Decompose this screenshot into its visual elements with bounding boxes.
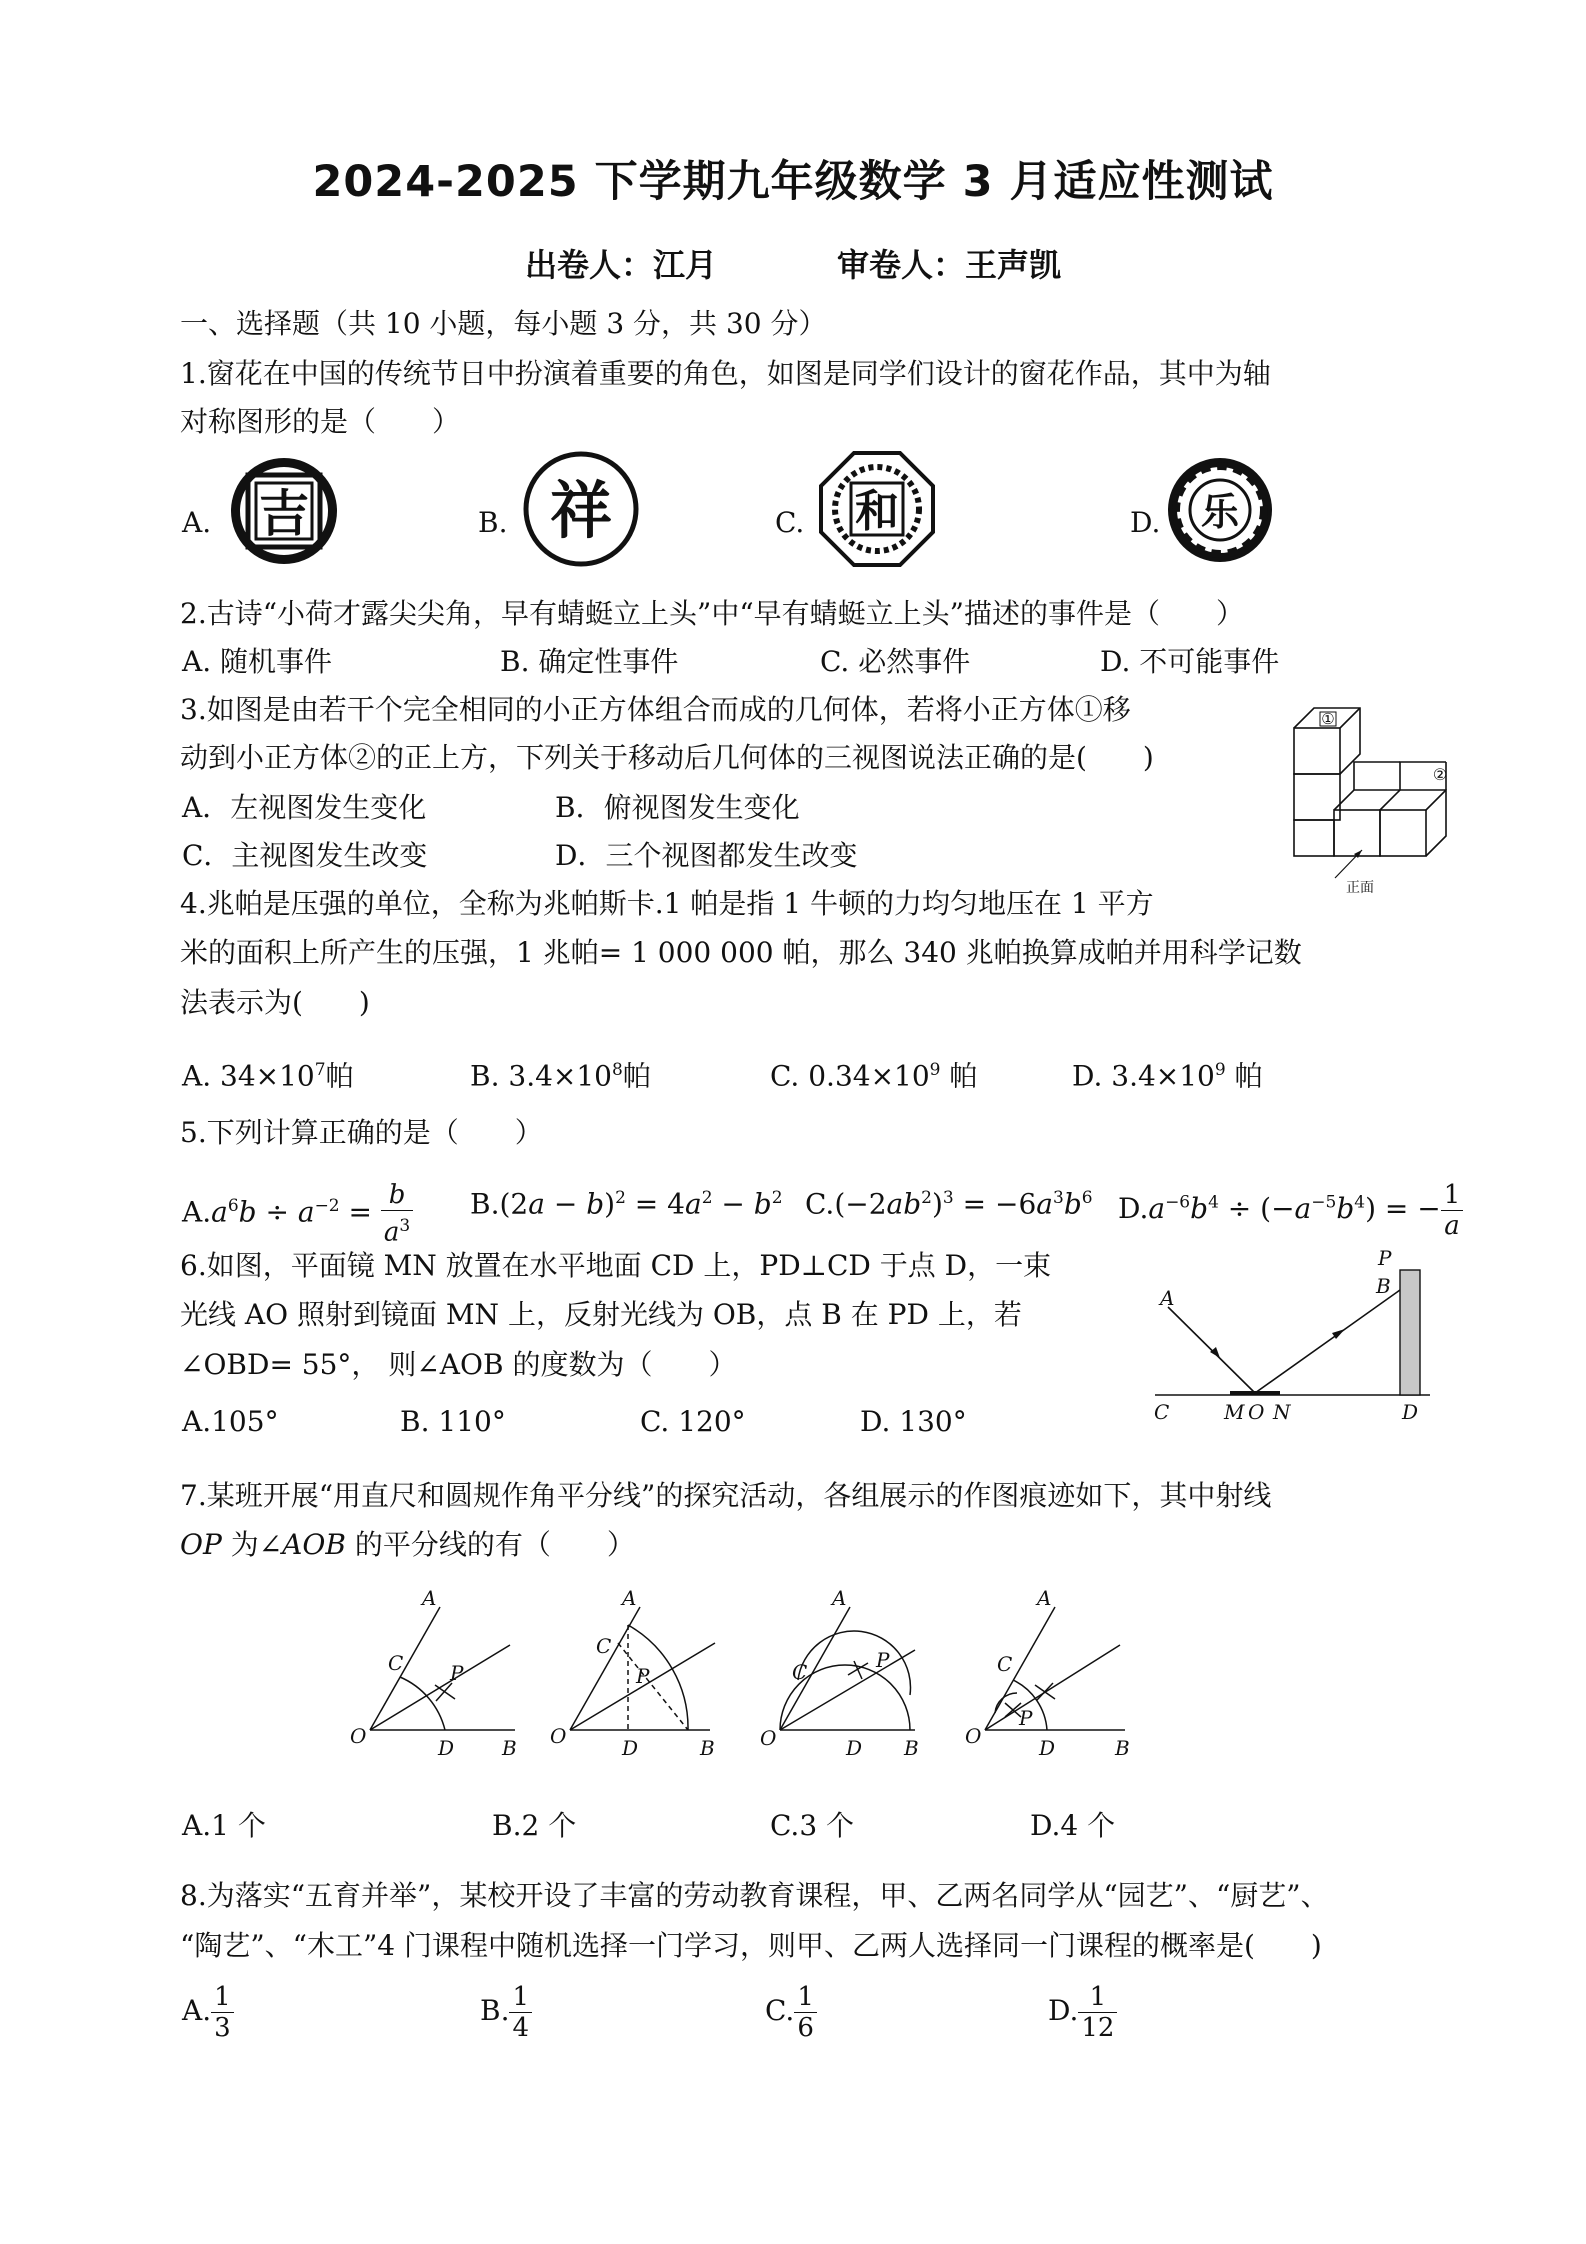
q7-figure-3 — [750, 1585, 940, 1765]
q1-paper-cut-he-icon — [818, 450, 936, 568]
q3-cube-figure — [1290, 700, 1480, 900]
q1-char-xiang: 祥 — [549, 474, 613, 547]
q7-f4-label-d: D — [1039, 1736, 1056, 1760]
q1-char-he: 和 — [855, 486, 899, 537]
q6-label-p: P — [1378, 1246, 1392, 1270]
q3-option-c: C．主视图发生改变 — [182, 839, 428, 872]
q1-option-b-label: B. — [478, 506, 508, 539]
q4-option-a: A. $34\times 10^7$帕 — [182, 1059, 354, 1093]
q8-option-b: B. $\frac{1}{4}$ — [480, 1982, 532, 2043]
q8-stem-line2: “陶艺”、“木工”4 门课程中随机选择一门学习，则甲、乙两人选择同一门课程的概率是( ) — [180, 1929, 1322, 1962]
q7-f3-label-a: A — [832, 1586, 847, 1610]
q1-char-ji: 吉 — [259, 484, 309, 543]
q8-option-d: D. $\frac{1}{12}$ — [1048, 1982, 1117, 2043]
q1-option-d-label: D. — [1130, 506, 1161, 539]
q6-option-c: C. 120° — [640, 1405, 746, 1438]
q7-f4-label-b: B — [1115, 1736, 1130, 1760]
q1-paper-cut-xiang-icon — [522, 450, 640, 568]
q7-f4-label-p: P — [1019, 1706, 1033, 1730]
author: 出卷人：江月 — [524, 246, 717, 284]
q7-f1-label-b: B — [502, 1736, 517, 1760]
q2-option-c: C. 必然事件 — [820, 645, 971, 678]
q7-figure-1 — [340, 1585, 530, 1765]
q7-f2-label-c: C — [596, 1634, 612, 1658]
q5-stem: 5.下列计算正确的是（ ） — [180, 1116, 543, 1149]
q1-stem-line2: 对称图形的是（ ） — [180, 405, 461, 438]
q3-option-b: B．俯视图发生变化 — [555, 791, 800, 824]
q7-figure-4 — [955, 1585, 1145, 1765]
q3-cube-label-1: ① — [1321, 710, 1335, 728]
q6-option-d: D. 130° — [860, 1405, 967, 1438]
q7-f2-label-o: O — [550, 1724, 567, 1748]
q7-f1-label-d: D — [438, 1736, 455, 1760]
q7-figure-2 — [540, 1585, 730, 1765]
q7-option-a: A.1 个 — [182, 1809, 266, 1842]
q4-option-b: B. $3.4\times 10^8$帕 — [470, 1059, 651, 1093]
q2-option-a: A. 随机事件 — [182, 645, 333, 678]
q5-option-a: $A.a^6b \div a^{-2}$ = $\frac{b}{a^3}$ — [182, 1180, 413, 1248]
q6-label-b: B — [1376, 1274, 1391, 1298]
q6-label-o: O — [1248, 1400, 1265, 1424]
q7-f4-label-a: A — [1037, 1586, 1052, 1610]
q7-f2-label-a: A — [622, 1586, 637, 1610]
q3-stem-line2: 动到小正方体②的正上方，下列关于移动后几何体的三视图说法正确的是( ) — [180, 741, 1154, 774]
q7-f3-label-o: O — [760, 1726, 777, 1750]
q7-stem-line2: OP 为∠AOB 的平分线的有（ ） — [180, 1528, 635, 1561]
q1-option-c-label: C. — [775, 506, 805, 539]
q1-char-le: 乐 — [1200, 489, 1240, 534]
q4-option-d: D. $3.4\times 10^9$ 帕 — [1072, 1059, 1263, 1093]
q1-paper-cut-le-icon — [1165, 455, 1275, 565]
q7-f2-label-b: B — [700, 1736, 715, 1760]
q7-f3-label-b: B — [904, 1736, 919, 1760]
q1-option-a-label: A. — [182, 506, 212, 539]
q6-option-a: A.105° — [182, 1405, 279, 1438]
q7-option-d: D.4 个 — [1030, 1809, 1116, 1842]
q6-stem-line3: ∠OBD= 55°， 则∠AOB 的度数为（ ） — [180, 1348, 737, 1381]
q7-f2-label-d: D — [622, 1736, 639, 1760]
q7-f1-label-c: C — [388, 1651, 404, 1675]
q7-f3-label-d: D — [846, 1736, 863, 1760]
q2-stem: 2.古诗“小荷才露尖尖角，早有蜻蜓立上头”中“早有蜻蜓立上头”描述的事件是（ ） — [180, 597, 1244, 630]
q5-option-c: $C.(-2ab^2)^3 = -6a^3b^6$ — [805, 1187, 1093, 1221]
q7-f4-label-o: O — [965, 1724, 982, 1748]
q6-stem-line2: 光线 AO 照射到镜面 MN 上，反射光线为 OB，点 B 在 PD 上，若 — [180, 1298, 1022, 1331]
q4-option-c: C. $0.34\times 10^9$ 帕 — [770, 1059, 978, 1093]
q2-option-d: D. 不可能事件 — [1100, 645, 1280, 678]
q2-option-b: B. 确定性事件 — [500, 645, 679, 678]
q4-stem-line1: 4.兆帕是压强的单位，全称为兆帕斯卡.1 帕是指 1 牛顿的力均匀地压在 1 平方 — [180, 887, 1154, 920]
exam-title: 2024-2025 下学期九年级数学 3 月适应性测试 — [312, 157, 1274, 207]
q6-label-m: M — [1224, 1400, 1245, 1424]
q3-stem-line1: 3.如图是由若干个完全相同的小正方体组合而成的几何体，若将小正方体①移 — [180, 693, 1131, 726]
q3-option-d: D．三个视图都发生改变 — [555, 839, 858, 872]
q6-mirror-figure — [1140, 1245, 1450, 1430]
reviewer: 审卷人：王声凯 — [837, 246, 1062, 284]
q6-option-b: B. 110° — [400, 1405, 506, 1438]
q7-f3-label-c: C — [792, 1660, 808, 1684]
q6-label-a: A — [1160, 1286, 1175, 1310]
q4-stem-line3: 法表示为( ) — [180, 986, 370, 1019]
q7-option-c: C.3 个 — [770, 1809, 855, 1842]
q8-option-a: A. $\frac{1}{3}$ — [182, 1982, 234, 2043]
q3-option-a: A．左视图发生变化 — [182, 791, 427, 824]
q6-stem-line1: 6.如图，平面镜 MN 放置在水平地面 CD 上，PD⊥CD 于点 D，一束 — [180, 1249, 1052, 1282]
q1-paper-cut-ji-icon — [228, 455, 340, 567]
section-heading: 一、选择题（共 10 小题，每小题 3 分，共 30 分） — [180, 307, 827, 340]
q7-f2-label-p: P — [636, 1664, 650, 1688]
q3-front-label: 正面 — [1346, 880, 1374, 896]
q7-f1-label-o: O — [350, 1724, 367, 1748]
q7-stem-line1: 7.某班开展“用直尺和圆规作角平分线”的探究活动，各组展示的作图痕迹如下，其中射线 — [180, 1479, 1272, 1512]
q1-stem-line1: 1.窗花在中国的传统节日中扮演着重要的角色，如图是同学们设计的窗花作品，其中为轴 — [180, 357, 1271, 390]
q6-label-c: C — [1154, 1400, 1170, 1424]
q7-f1-label-p: P — [450, 1661, 464, 1685]
q8-option-c: C. $\frac{1}{6}$ — [765, 1982, 817, 2043]
q6-label-d: D — [1402, 1400, 1419, 1424]
q7-option-b: B.2 个 — [492, 1809, 577, 1842]
q7-f4-label-c: C — [997, 1652, 1013, 1676]
q3-cube-label-2: ② — [1432, 765, 1448, 784]
q7-f3-label-p: P — [876, 1648, 890, 1672]
author-line — [0, 240, 1586, 286]
q6-label-n: N — [1273, 1400, 1291, 1424]
q8-stem-line1: 8.为落实“五育并举”，某校开设了丰富的劳动教育课程，甲、乙两名同学从“园艺”、“厨艺”、 — [180, 1879, 1329, 1912]
q5-option-d: $D.a^{-6}b^4 \div (-a^{-5}b^4)$ = − $\frac{1}{a}$ — [1118, 1180, 1463, 1241]
q4-stem-line2: 米的面积上所产生的压强，1 兆帕= 1 000 000 帕，那么 340 兆帕换算成帕并用科学记数 — [180, 936, 1302, 969]
q7-f1-label-a: A — [422, 1586, 437, 1610]
q5-option-b: $B.(2a - b)^2 = 4a^2 - b^2$ — [470, 1187, 783, 1221]
